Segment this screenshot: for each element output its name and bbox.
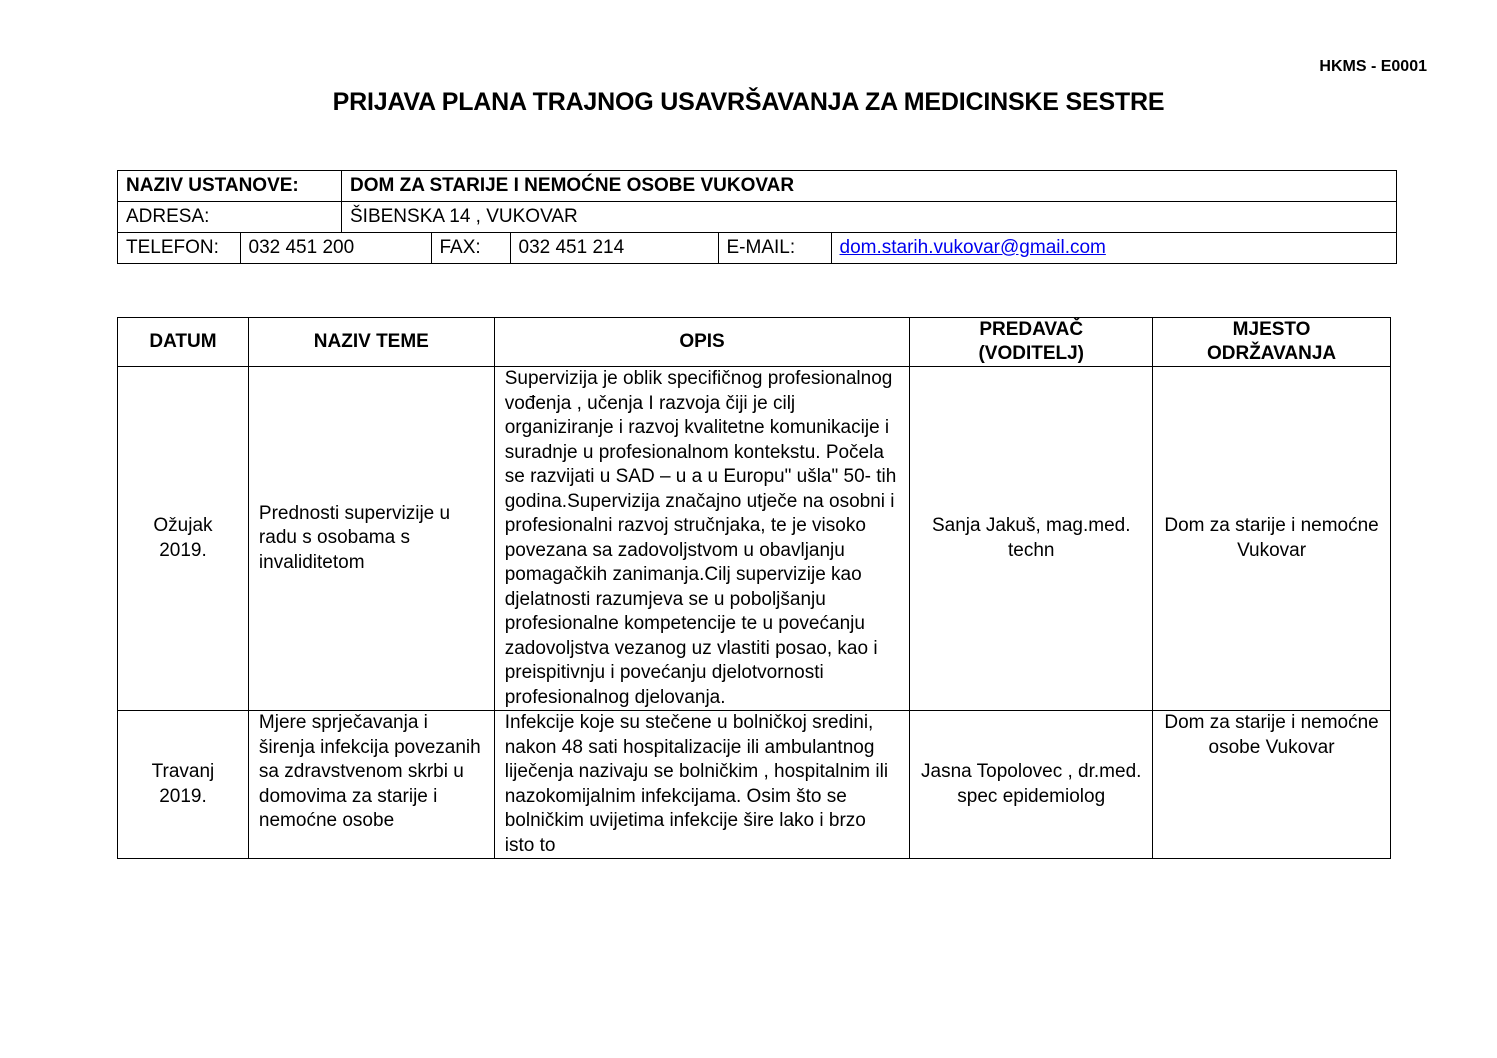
row-description: Supervizija je oblik specifičnog profesionalnog vođenja , učenja I razvoja čiji je cilj organiziranje i razvoj kvalitetne komunikacije i suradnje u profesionalnom kontekstu. Počela se razvijati u SAD – u a u Europu" ušla" 50- tih godina.Supervizija značajno utječe na osobni i profesionalni razvoj stručnjaka, te je visoko povezana sa zadovoljstvom u obavljanju pomagačkih zanimanja.Cilj supervizije kao djelatnosti razumjeva se u poboljšanju profesionalne kompetencije te u povećanju zadovoljstva vezanog uz vlastiti posao, kao i preispitivnju i povećanju djelotvornosti profesionalnog djelovanja. bbox=[494, 367, 910, 711]
row-date-month: Travanj bbox=[151, 761, 215, 782]
row-lecturer: Sanja Jakuš, mag.med. techn bbox=[910, 367, 1153, 711]
institution-address-label: ADRESA: bbox=[118, 202, 342, 233]
row-topic: Prednosti supervizije u radu s osobama s invaliditetom bbox=[248, 367, 494, 711]
header-description: OPIS bbox=[494, 318, 910, 367]
phone-label: TELEFON: bbox=[126, 237, 219, 258]
institution-info-table bbox=[117, 170, 1397, 264]
institution-address-value: ŠIBENSKA 14 , VUKOVAR bbox=[342, 202, 1397, 233]
header-lecturer bbox=[910, 318, 1153, 367]
plan-header-row bbox=[118, 318, 1391, 367]
email-link[interactable]: dom.starih.vukovar@gmail.com bbox=[839, 237, 1106, 258]
row-lecturer: Jasna Topolovec , dr.med. spec epidemiolog bbox=[910, 711, 1153, 859]
header-place-line2: ODRŽAVANJA bbox=[1206, 343, 1337, 364]
row-date-year: 2019. bbox=[159, 785, 207, 807]
education-plan-table bbox=[117, 317, 1391, 859]
row-place: Dom za starije i nemoćne osobe Vukovar bbox=[1153, 711, 1391, 859]
table-row bbox=[118, 711, 1391, 859]
row-topic: Mjere sprječavanja i širenja infekcija povezanih sa zdravstvenom skrbi u domovima za starije i nemoćne osobe bbox=[248, 711, 494, 859]
email-cell bbox=[831, 233, 1396, 263]
header-lecturer-line1: PREDAVAČ bbox=[979, 319, 1084, 340]
phone-value: 032 451 200 bbox=[240, 233, 431, 263]
institution-name-label: NAZIV USTANOVE: bbox=[118, 171, 342, 202]
institution-contact-row bbox=[118, 233, 1397, 264]
institution-name-value: DOM ZA STARIJE I NEMOĆNE OSOBE VUKOVAR bbox=[342, 171, 1397, 202]
institution-address-row bbox=[118, 202, 1397, 233]
header-topic: NAZIV TEME bbox=[248, 318, 494, 367]
row-date bbox=[118, 367, 249, 711]
fax-value: 032 451 214 bbox=[510, 233, 718, 263]
table-row bbox=[118, 367, 1391, 711]
header-place-line1: MJESTO bbox=[1232, 319, 1311, 340]
fax-label: FAX: bbox=[431, 233, 510, 263]
header-place bbox=[1153, 318, 1391, 367]
row-date-year: 2019. bbox=[159, 539, 207, 561]
row-place: Dom za starije i nemoćne Vukovar bbox=[1153, 367, 1391, 711]
email-label: E-MAIL: bbox=[718, 233, 831, 263]
row-date bbox=[118, 711, 249, 859]
contact-table bbox=[118, 233, 1396, 263]
contact-cell bbox=[118, 233, 1397, 264]
row-description: Infekcije koje su stečene u bolničkoj sredini, nakon 48 sati hospitalizacije ili ambulantnog liječenja nazivaju se bolničkim , hospitalnim ili nazokomijalnim infekcijama. Osim što se bolničkim uvijetima infekcije šire lako i brzo isto to bbox=[494, 711, 910, 859]
document-title: PRIJAVA PLANA TRAJNOG USAVRŠAVANJA ZA MEDICINSKE SESTRE bbox=[332, 88, 1165, 116]
row-date-month: Ožujak bbox=[153, 515, 213, 536]
header-lecturer-line2: (VODITELJ) bbox=[978, 343, 1084, 364]
institution-name-row bbox=[118, 171, 1397, 202]
header-date: DATUM bbox=[118, 318, 249, 367]
form-code: HKMS - E0001 bbox=[1319, 58, 1427, 75]
